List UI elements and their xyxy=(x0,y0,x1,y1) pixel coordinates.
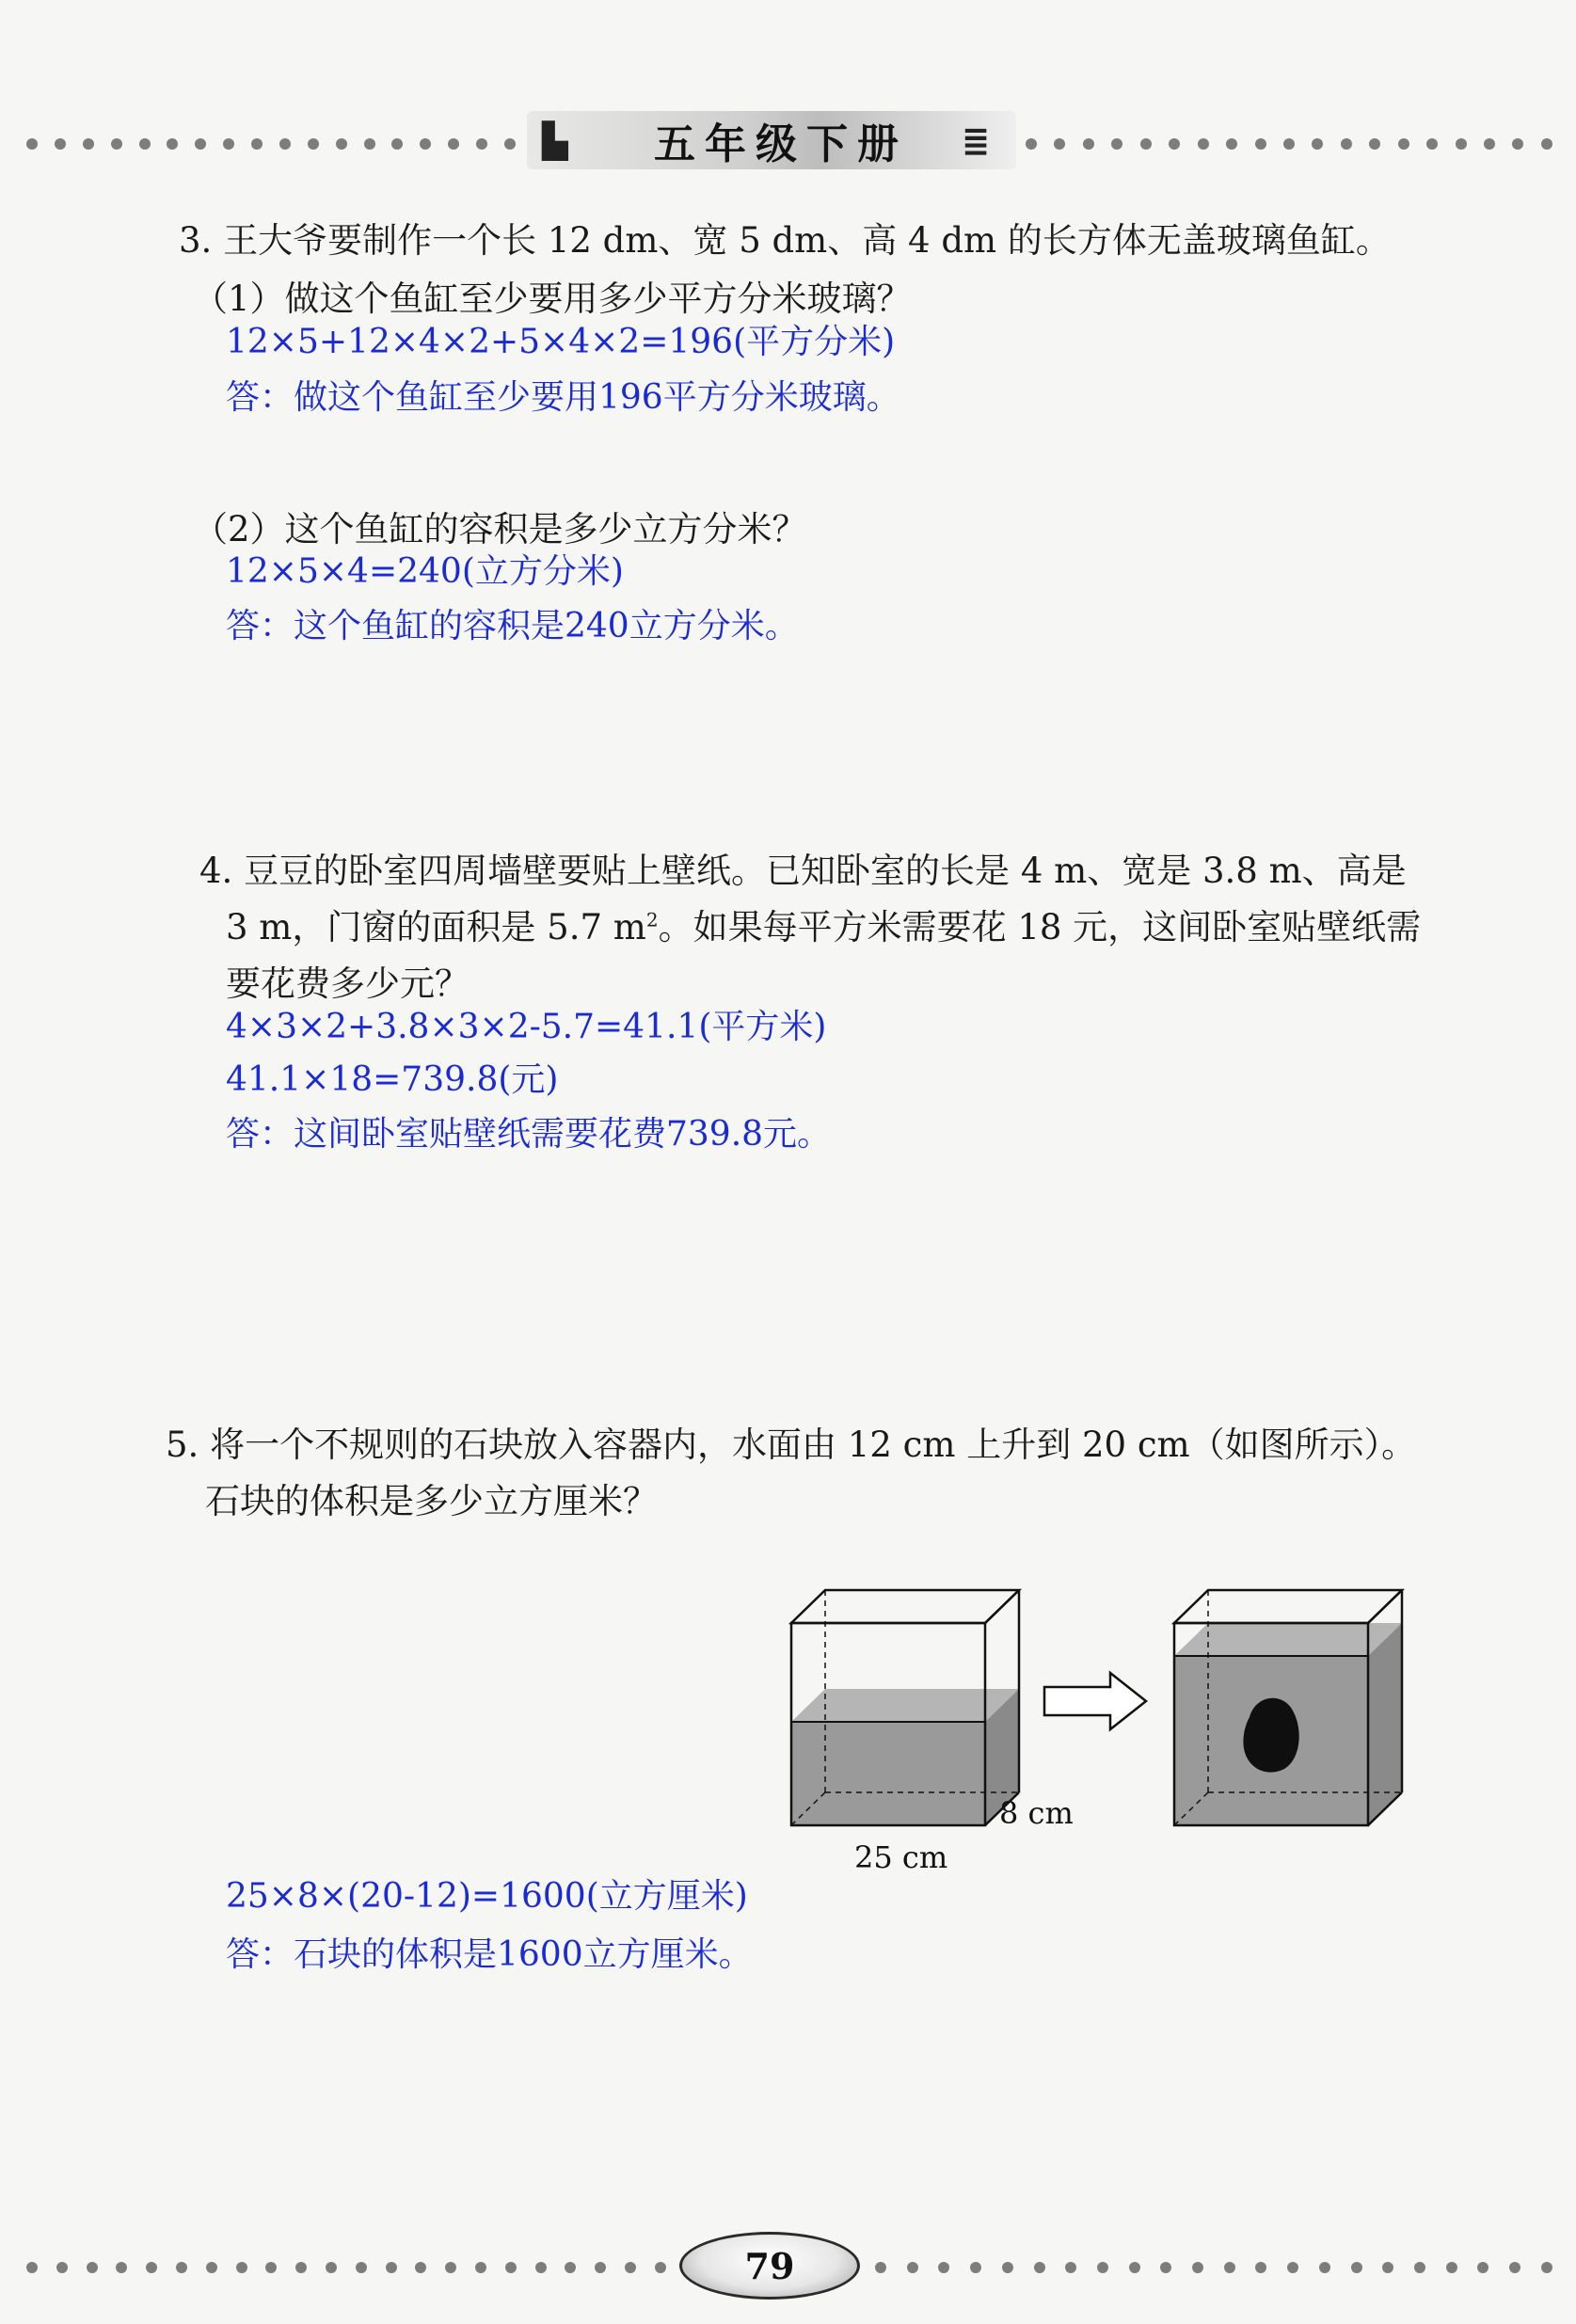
pencil-icon: ≣ xyxy=(961,121,991,161)
q3-answer2-text: 答：这个鱼缸的容积是240立方分米。 xyxy=(226,607,799,645)
q5-calc: 25×8×(20-12)=1600(立方厘米) xyxy=(226,1877,748,1916)
book-icon: ▙ xyxy=(542,121,568,161)
q4-line2 xyxy=(226,901,1421,954)
q4-calc1: 4×3×2+3.8×3×2-5.7=41.1(平方米) xyxy=(226,1008,827,1046)
q4-line2-a: 3 m，门窗的面积是 5.7 m xyxy=(226,907,646,947)
right-arrow-icon xyxy=(1044,1673,1146,1729)
q3-part2: （2）这个鱼缸的容积是多少立方分米？ xyxy=(193,509,807,549)
page-header-title: 五年级下册 xyxy=(654,120,908,168)
header-dots-right xyxy=(1026,138,1552,150)
label-width: 25 cm xyxy=(854,1839,948,1875)
q3-answer1-calc: 12×5+12×4×2+5×4×2=196(平方分米) xyxy=(226,323,896,361)
q4-line3: 要花费多少元？ xyxy=(226,963,470,1004)
page-number: 79 xyxy=(679,2232,860,2300)
container-after xyxy=(1174,1590,1402,1825)
q4-line2-b: 。如果每平方米需要花 18 元，这间卧室贴壁纸需 xyxy=(658,907,1422,947)
header-dots-left xyxy=(26,138,516,150)
footer-dots-right xyxy=(875,2262,1552,2273)
q4-calc2: 41.1×18=739.8(元) xyxy=(226,1060,559,1099)
q4-answer: 答：这间卧室贴壁纸需要花费739.8元。 xyxy=(226,1115,832,1154)
q3-text: 3. 王大爷要制作一个长 12 dm、宽 5 dm、高 4 dm 的长方体无盖玻璃鱼缸。 xyxy=(179,220,1391,261)
q4-line1: 4. 豆豆的卧室四周墙壁要贴上壁纸。已知卧室的长是 4 m、宽是 3.8 m、高是 xyxy=(199,851,1407,891)
q3-answer1-text: 答：做这个鱼缸至少要用196平方分米玻璃。 xyxy=(226,378,900,417)
q3-answer2-calc: 12×5×4=240(立方分米) xyxy=(226,552,624,591)
q5-line2: 石块的体积是多少立方厘米？ xyxy=(205,1481,658,1521)
q3-part1: （1）做这个鱼缸至少要用多少平方分米玻璃？ xyxy=(193,279,912,319)
q5-line1: 5. 将一个不规则的石块放入容器内，水面由 12 cm 上升到 20 cm（如图所示）。 xyxy=(166,1425,1417,1465)
water-displacement-figure xyxy=(781,1581,1421,1882)
q4-line2-sup: 2 xyxy=(645,908,659,931)
q5-answer: 答：石块的体积是1600立方厘米。 xyxy=(226,1935,753,1974)
label-depth: 8 cm xyxy=(999,1795,1074,1831)
footer-dots-left xyxy=(26,2262,666,2273)
container-before xyxy=(791,1590,1019,1825)
